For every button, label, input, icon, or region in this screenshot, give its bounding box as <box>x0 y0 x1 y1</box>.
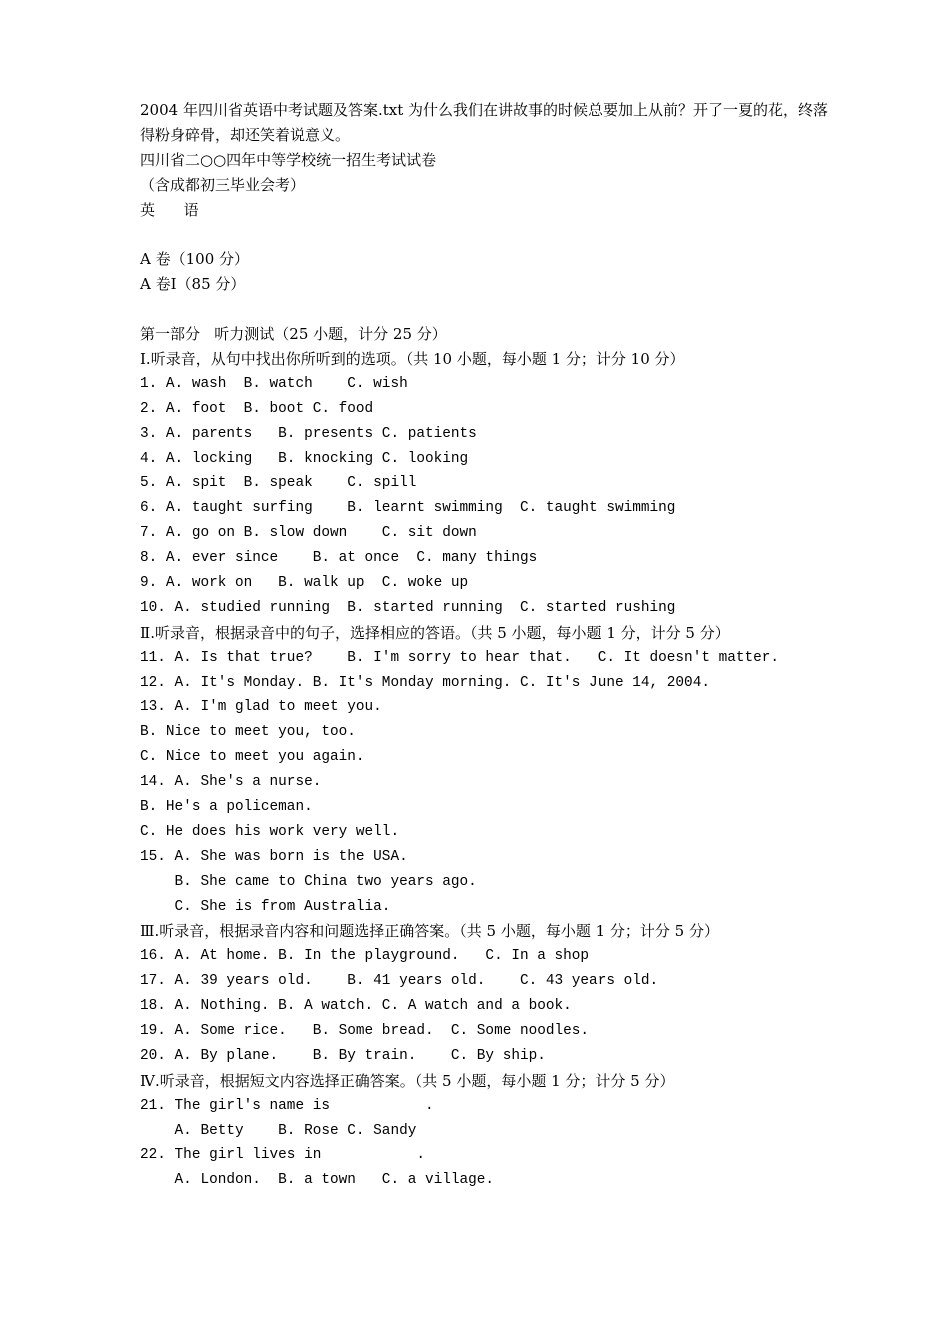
section4-heading: Ⅳ.听录音，根据短文内容选择正确答案。（共 5 小题，每小题 1 分；计分 5 分） <box>140 1071 675 1090</box>
section2-heading: Ⅱ.听录音，根据录音中的句子，选择相应的答语。（共 5 小题，每小题 1 分，计分 5 分） <box>140 623 730 642</box>
question-item: 20. A. By plane. B. By train. C. By ship. <box>140 1047 546 1064</box>
exam-subject: 英 语 <box>140 200 199 219</box>
question-item: A. London. B. a town C. a village. <box>140 1172 495 1189</box>
question-item: 17. A. 39 years old. B. 41 years old. C. 43 years old. <box>140 973 659 990</box>
document-intro: 2004 年四川省英语中考试题及答案.txt 为什么我们在讲故事的时候总要加上从前？开了一夏的花，终落得粉身碎骨，却还笑着说意义。 <box>140 101 828 144</box>
question-item: 21. The girl's name is . <box>140 1097 434 1114</box>
question-item: B. Nice to meet you, too. <box>140 724 356 741</box>
document-page <box>140 98 830 1193</box>
question-item: C. He does his work very well. <box>140 823 400 840</box>
question-item: 13. A. I'm glad to meet you. <box>140 699 382 716</box>
question-item: 14. A. She's a nurse. <box>140 774 322 791</box>
question-item: 10. A. studied running B. started running C. started rushing <box>140 599 676 616</box>
exam-title: 四川省二○○四年中等学校统一招生考试试卷 <box>140 150 437 169</box>
question-item: B. He's a policeman. <box>140 798 313 815</box>
exam-subtitle: （含成都初三毕业会考） <box>140 175 306 194</box>
question-item: 19. A. Some rice. B. Some bread. C. Some noodles. <box>140 1022 590 1039</box>
spacer <box>140 297 830 322</box>
question-item: 1. A. wash B. watch C. wish <box>140 375 408 392</box>
question-item: 11. A. Is that true? B. I'm sorry to hear that. C. It doesn't matter. <box>140 649 780 666</box>
part1-heading: 第一部分 听力测试（25 小题，计分 25 分） <box>140 325 447 344</box>
question-item: 16. A. At home. B. In the playground. C. In a shop <box>140 948 590 965</box>
question-item: 2. A. foot B. boot C. food <box>140 400 374 417</box>
question-item: 3. A. parents B. presents C. patients <box>140 425 477 442</box>
question-item: C. She is from Australia. <box>140 898 391 915</box>
question-item: 7. A. go on B. slow down C. sit down <box>140 525 477 542</box>
paper-a1-heading: A 卷Ⅰ（85 分） <box>140 275 246 294</box>
question-item: 4. A. locking B. knocking C. looking <box>140 450 469 467</box>
question-item: 6. A. taught surfing B. learnt swimming C. taught swimming <box>140 500 676 517</box>
question-item: 12. A. It's Monday. B. It's Monday morning. C. It's June 14, 2004. <box>140 674 710 691</box>
question-item: A. Betty B. Rose C. Sandy <box>140 1122 417 1139</box>
spacer <box>140 222 830 247</box>
question-item: 8. A. ever since B. at once C. many things <box>140 550 538 567</box>
question-item: 15. A. She was born is the USA. <box>140 848 408 865</box>
question-item: C. Nice to meet you again. <box>140 749 365 766</box>
question-item: 22. The girl lives in . <box>140 1147 425 1164</box>
question-item: 5. A. spit B. speak C. spill <box>140 475 417 492</box>
question-item: B. She came to China two years ago. <box>140 873 477 890</box>
section3-heading: Ⅲ.听录音，根据录音内容和问题选择正确答案。（共 5 小题，每小题 1 分；计分 5 分） <box>140 922 719 941</box>
question-item: 18. A. Nothing. B. A watch. C. A watch and a book. <box>140 998 572 1015</box>
question-item: 9. A. work on B. walk up C. woke up <box>140 574 469 591</box>
paper-a-heading: A 卷（100 分） <box>140 250 249 269</box>
section1-heading: Ⅰ.听录音，从句中找出你所听到的选项。（共 10 小题，每小题 1 分；计分 10 分） <box>140 349 685 368</box>
